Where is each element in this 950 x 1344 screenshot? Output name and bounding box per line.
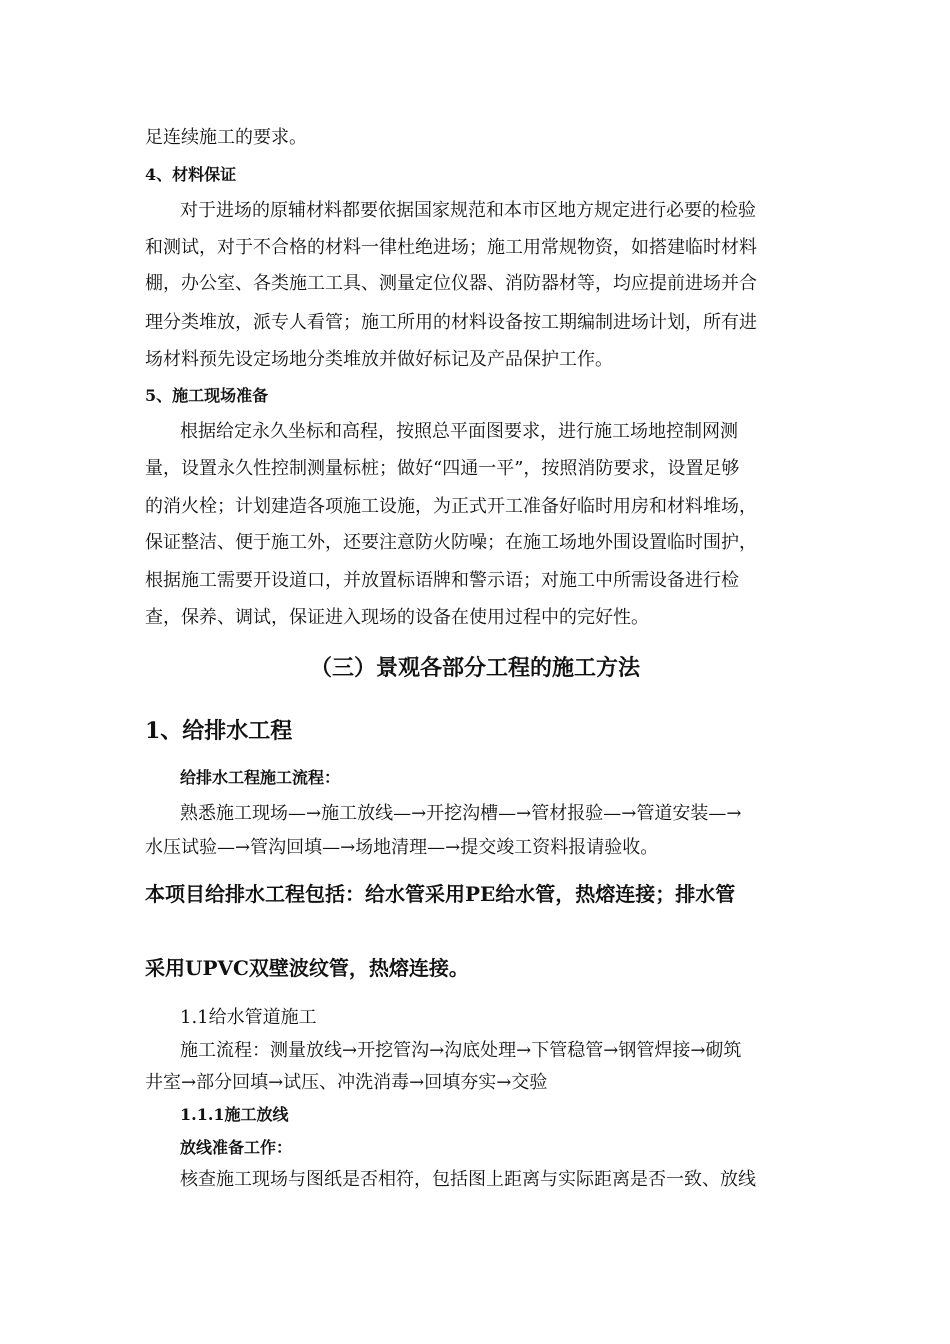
paragraph-line: 根据给定永久坐标和高程，按照总平面图要求，进行施工场地控制网测: [180, 421, 738, 442]
paragraph-line: 理分类堆放，派专人看管；施工所用的材料设备按工期编制进场计划，所有进: [145, 312, 757, 333]
paragraph-line: 足连续施工的要求。: [145, 127, 307, 148]
subheading-1-1-1: 1.1.1施工放线: [180, 1105, 289, 1124]
subheading-flow: 给排水工程施工流程：: [180, 768, 341, 787]
paragraph-line: 棚，办公室、各类施工工具、测量定位仪器、消防器材等，均应提前进场并合: [145, 273, 757, 294]
paragraph-line: 核查施工现场与图纸是否相符，包括图上距离与实际距离是否一致、放线: [180, 1169, 756, 1190]
section-heading-materials: 4、材料保证: [145, 165, 237, 184]
subheading-1-1: 1.1给水管道施工: [180, 1007, 317, 1028]
chapter-title: （三）景观各部分工程的施工方法: [309, 655, 640, 681]
paragraph-line: 场材料预先设定场地分类堆放并做好标记及产品保护工作。: [145, 349, 613, 370]
emphasis-line: 采用UPVC双壁波纹管，热熔连接。: [145, 956, 469, 980]
paragraph-line: 井室→部分回填→试压、冲洗消毒→回填夯实→交验: [145, 1072, 548, 1093]
paragraph-line: 的消火栓；计划建造各项施工设施，为正式开工准备好临时用房和材料堆场，: [145, 496, 757, 517]
emphasis-line: 本项目给排水工程包括：给水管采用PE给水管，热熔连接；排水管: [145, 882, 736, 906]
paragraph-line: 水压试验—→管沟回填—→场地清理—→提交竣工资料报请验收。: [145, 837, 659, 858]
section-heading-site-prep: 5、施工现场准备: [145, 386, 269, 405]
paragraph-line: 熟悉施工现场—→施工放线—→开挖沟槽—→管材报验—→管道安装—→: [180, 803, 742, 824]
paragraph-line: 对于进场的原辅材料都要依据国家规范和本市区地方规定进行必要的检验: [180, 200, 756, 221]
paragraph-line: 根据施工需要开设道口，并放置标语牌和警示语；对施工中所需设备进行检: [145, 570, 739, 591]
paragraph-line: 量，设置永久性控制测量标桩；做好“四通一平”，按照消防要求，设置足够: [145, 458, 740, 479]
paragraph-line: 保证整洁、便于施工外，还要注意防火防噪；在施工场地外围设置临时围护，: [145, 532, 757, 553]
subheading-prep: 放线准备工作：: [180, 1138, 293, 1157]
section-heading-water: 1、给排水工程: [145, 718, 293, 744]
paragraph-line: 施工流程：测量放线→开挖管沟→沟底处理→下管稳管→钢管焊接→砌筑: [180, 1040, 742, 1061]
paragraph-line: 和测试，对于不合格的材料一律杜绝进场；施工用常规物资，如搭建临时材料: [145, 237, 757, 258]
paragraph-line: 查，保养、调试，保证进入现场的设备在使用过程中的完好性。: [145, 607, 649, 628]
